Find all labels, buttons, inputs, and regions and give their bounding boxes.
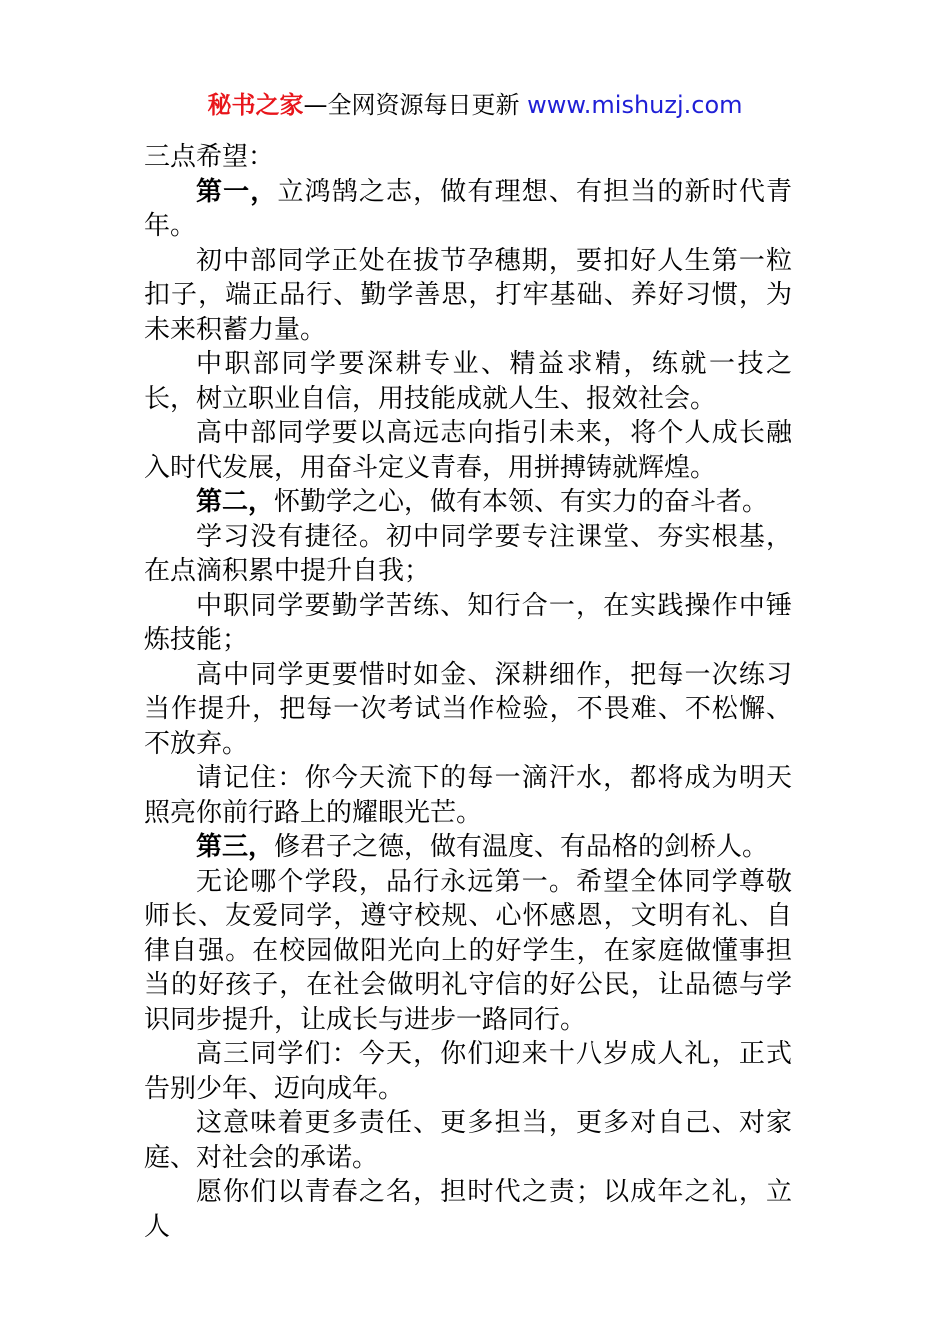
paragraph: 高中部同学要以高远志向指引未来，将个人成长融入时代发展，用奋斗定义青春，用拼搏铸就辉煌。 bbox=[144, 418, 792, 483]
paragraph: 愿你们以青春之名，担时代之责；以成年之礼，立人 bbox=[144, 1177, 792, 1242]
section-heading: 三点希望： bbox=[144, 142, 275, 172]
paragraph: 中职部同学要深耕专业、精益求精，练就一技之长，树立职业自信，用技能成就人生、报效社会。 bbox=[144, 349, 792, 414]
point-label: 第一， bbox=[196, 176, 278, 207]
page-header bbox=[0, 88, 950, 122]
point-two-heading: 第二，怀勤学之心，做有本领、有实力的奋斗者。 bbox=[196, 487, 769, 517]
paragraph: 这意味着更多责任、更多担当，更多对自己、对家庭、对社会的承诺。 bbox=[144, 1108, 792, 1173]
paragraph: 中职同学要勤学苦练、知行合一，在实践操作中锤炼技能； bbox=[144, 590, 792, 655]
brand-name: 秘书之家 bbox=[207, 91, 304, 119]
paragraph: 高三同学们：今天，你们迎来十八岁成人礼，正式告别少年、迈向成年。 bbox=[144, 1039, 792, 1104]
point-three-heading: 第三，修君子之德，做有温度、有品格的剑桥人。 bbox=[196, 832, 769, 862]
paragraph: 学习没有捷径。初中同学要专注课堂、夯实根基，在点滴积累中提升自我； bbox=[144, 521, 792, 586]
point-label: 第二， bbox=[196, 487, 275, 517]
paragraph: 高中同学更要惜时如金、深耕细作，把每一次练习当作提升，把每一次考试当作检验，不畏难、不松懈、不放弃。 bbox=[144, 659, 792, 759]
header-tagline: —全网资源每日更新 bbox=[303, 91, 528, 119]
site-url[interactable]: www.mishuzj.com bbox=[527, 91, 743, 119]
paragraph: 初中部同学正处在拔节孕穗期，要扣好人生第一粒扣子，端正品行、勤学善思，打牢基础、养好习惯，为未来积蓄力量。 bbox=[144, 245, 792, 345]
point-label: 第三， bbox=[196, 832, 275, 862]
document-body bbox=[144, 140, 792, 1244]
paragraph: 请记住：你今天流下的每一滴汗水，都将成为明天照亮你前行路上的耀眼光芒。 bbox=[144, 763, 792, 828]
point-one-heading: 第一，立鸿鹄之志，做有理想、有担当的新时代青年。 bbox=[144, 176, 792, 241]
paragraph: 无论哪个学段，品行永远第一。希望全体同学尊敬师长、友爱同学，遵守校规、心怀感恩，文明有礼、自律自强。在校园做阳光向上的好学生，在家庭做懂事担当的好孩子，在社会做明礼守信的好公民，让品德与学识同步提升，让成长与进步一路同行。 bbox=[144, 866, 792, 1035]
